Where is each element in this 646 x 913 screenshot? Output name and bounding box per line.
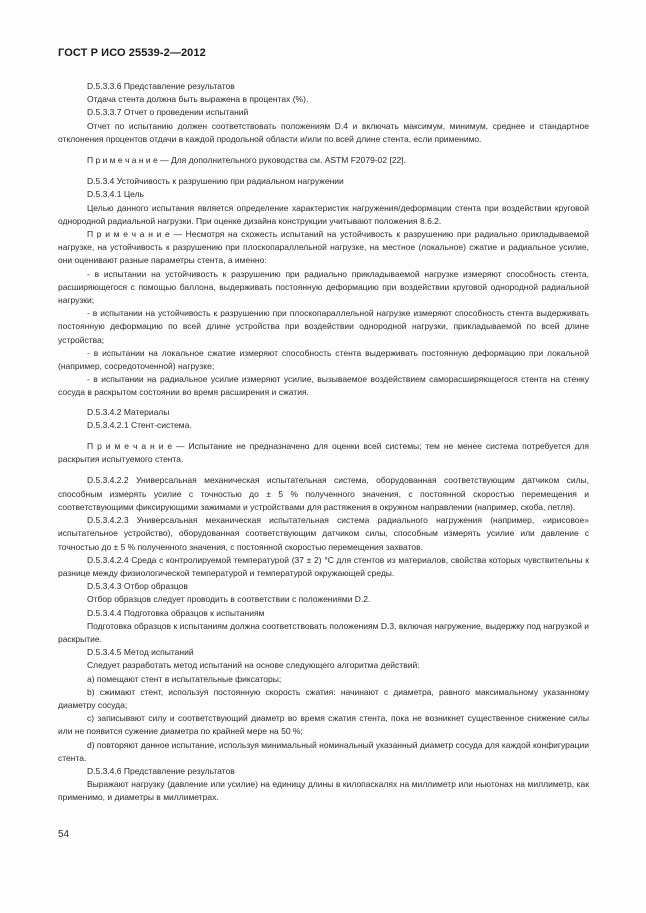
section-heading: D.5.3.4.3 Отбор образцов: [87, 581, 188, 592]
paragraph: Отбор образцов следует проводить в соответствии с положениями D.2.: [87, 594, 371, 605]
paragraph: D.5.3.4.2.2 Универсальная механическая испытательная система, оборудованная соответствующим датчиком силы, способным измерять усилие с точностью до ± 5 % полученного значения, с постоянной скоростью перемещения и соответствующими фиксирующими зажимами и устройствами для растяжения в окружном направлении (например, скоба, петля).: [58, 475, 589, 512]
section-heading: D.5.3.4.2.1 Стент-система.: [87, 419, 192, 430]
paragraph: Подготовка образцов к испытаниям должна соответствовать положениям D.3, включая нагружение, выдержку под нагрузкой и раскрытие.: [58, 620, 589, 644]
paragraph: D.5.3.4.2.3 Универсальная механическая испытательная система радиального нагружения (например, «ирисовое» испытательное устройство), оборудованная соответствующим датчиком силы, способным измерять усилие или давление с точностью до ± 5 % полученного значения, с постоянной скоростью перемещения захватов.: [58, 515, 589, 552]
note: П р и м е ч а н и е — Несмотря на схожесть испытаний на устойчивость к разрушению при радиально прикладываемой нагрузке, на устойчивость к разрушению при плоскопараллельной нагрузке, на местное (локальное) сжатие и радиальное усилие, они оценивают разные параметры стента, а именно:: [58, 229, 589, 266]
note: П р и м е ч а н и е — Для дополнительного руководства см. ASTM F2079-02 [22].: [87, 155, 406, 166]
section-heading: D.5.3.4 Устойчивость к разрушению при радиальном нагружении: [87, 176, 344, 187]
list-item: - в испытании на радиальное усилие измеряют усилие, вызываемое воздействием саморасширяющегося стента на стенку сосуда в раскрытом состоянии во время расширения и сжатия.: [58, 374, 589, 398]
section-heading: D.5.3.4.1 Цель: [87, 189, 144, 200]
list-item: - в испытании на устойчивость к разрушению при радиально прикладываемой нагрузке измеряют способность стента, расширяющегося с помощью баллона, выдерживать постоянную деформацию при воздействии круговой однородной радиальной нагрузки;: [58, 268, 589, 306]
list-item: a) помещают стент в испытательные фиксаторы;: [87, 673, 282, 684]
paragraph: Целью данного испытания является определение характеристик нагружения/деформации стента при воздействии круговой однородной радиальной нагрузки. При оценке дизайна конструкции учитывают положения 8.6.2.: [58, 202, 589, 226]
list-item: b) сжимают стент, используя постоянную скорость сжатия: начинают с диаметра, равного максимальному указанному диаметру сосуда;: [58, 686, 589, 710]
section-heading: D.5.3.3.7 Отчет о проведении испытаний: [87, 107, 249, 118]
list-item: - в испытании на устойчивость к разрушению при плоскопараллельной нагрузке измеряют способность стента выдерживать постоянную деформацию по всей длине устройства при воздействии однородной нагрузки, прикладываемой по всей длине устройства;: [58, 308, 589, 345]
paragraph: Следует разработать метод испытаний на основе следующего алгоритма действий:: [87, 660, 420, 671]
list-item: d) повторяют данное испытание, используя минимальный номинальный указанный диаметр сосуда для каждой конфигурации стента.: [58, 739, 590, 763]
paragraph: Отдача стента должна быть выражена в процентах (%).: [87, 94, 309, 105]
section-heading: D.5.3.3.6 Представление результатов: [87, 81, 235, 91]
section-heading: D.5.3.4.4 Подготовка образцов к испытаниям: [87, 607, 265, 618]
list-item: c) записывают силу и соответствующий диаметр во время сжатия стента, пока не возникнет существенное снижение силы или не появится сужение диаметра по крайней мере на 50 %;: [58, 713, 589, 737]
standard-header: ГОСТ Р ИСО 25539-2—2012: [58, 47, 206, 59]
section-heading: D.5.3.4.2 Материалы: [87, 406, 170, 417]
paragraph: D.5.3.4.2.4 Среда с контролируемой температурой (37 ± 2) °С для стентов из материалов, свойства которых чувствительны к разнице между физиологической температурой и температурой окружающей среды.: [58, 554, 589, 578]
page-number: 54: [58, 829, 70, 840]
note: П р и м е ч а н и е — Испытание не предназначено для оценки всей системы; тем не менее система потребуется для раскрытия испытуемого стента.: [58, 441, 589, 465]
section-heading: D.5.3.4.6 Представление результатов: [87, 765, 235, 776]
paragraph: Отчет по испытанию должен соответствовать положениям D.4 и включать максимум, минимум, среднее и стандартное отклонения процентов отдачи в каждой продольной области и/или по всей длине стента, если применимо.: [58, 120, 589, 144]
section-heading: D.5.3.4.5 Метод испытаний: [87, 647, 194, 658]
list-item: - в испытании на локальное сжатие измеряют способность стента выдерживать постоянную деформацию при локальной (например, сосредоточенной) нагрузке;: [58, 347, 589, 372]
document-body: [58, 80, 589, 805]
paragraph: Выражают нагрузку (давление или усилие) на единицу длины в килопаскалях на миллиметр или ньютонах на миллиметр, как применимо, и диаметры в миллиметрах.: [58, 779, 589, 803]
